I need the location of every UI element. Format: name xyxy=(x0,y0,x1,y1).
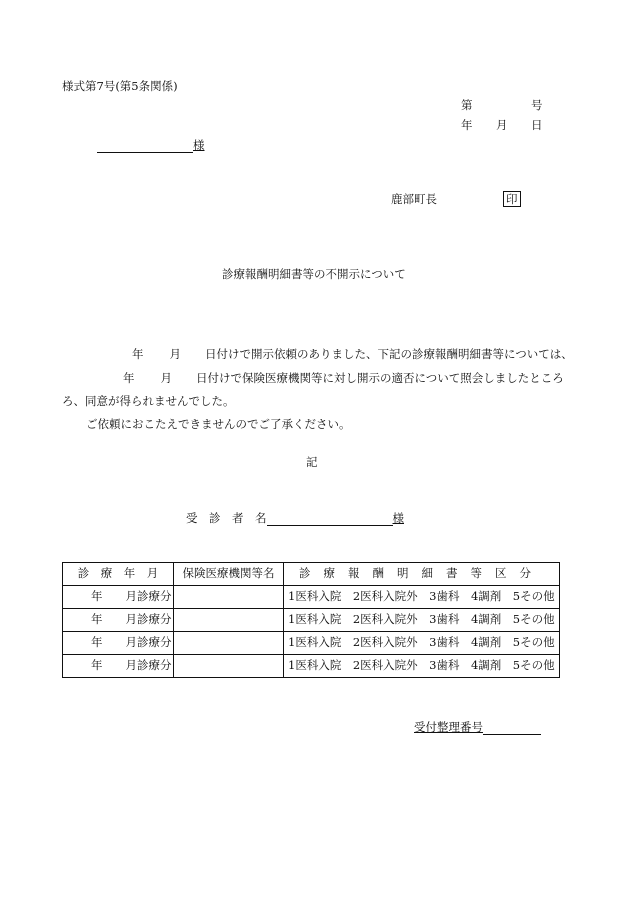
row-institution[interactable] xyxy=(174,586,284,609)
patient-name-suffix: 様 xyxy=(392,511,404,526)
header-category: 診療報酬明細書等区分 xyxy=(284,563,560,586)
row-category: 1医科入院 2医科入院外 3歯科 4調剤 5その他 xyxy=(284,609,560,632)
body-line3: ろ、同意が得られませんでした。 xyxy=(62,394,235,408)
body-line2-year: 年 xyxy=(123,371,135,385)
row-institution[interactable] xyxy=(174,632,284,655)
patient-name-label: 受 診 者 名 xyxy=(186,511,267,526)
table-header-row xyxy=(63,563,560,586)
row-category: 1医科入院 2医科入院外 3歯科 4調剤 5その他 xyxy=(284,632,560,655)
receipt-number-label: 受付整理番号 xyxy=(414,720,483,735)
addressee-suffix: 様 xyxy=(193,138,205,153)
row-period: 年 月診療分 xyxy=(63,609,174,632)
seal-mark xyxy=(503,191,521,207)
date-day: 日 xyxy=(531,118,543,132)
sender: 鹿部町長 xyxy=(391,192,437,206)
row-period: 年 月診療分 xyxy=(63,632,174,655)
document-title: 診療報酬明細書等の不開示について xyxy=(222,267,406,281)
row-period: 年 月診療分 xyxy=(63,586,174,609)
body-line1-text: 日付けで開示依頼のありました、下記の診療報酬明細書等については、 xyxy=(205,347,573,361)
body-line1 xyxy=(132,348,573,362)
seal-icon: 印 xyxy=(503,191,521,207)
body-line4: ご依頼におこたえできませんのでご了承ください。 xyxy=(86,417,351,431)
table-row xyxy=(63,609,560,632)
ki-heading: 記 xyxy=(306,455,318,469)
date-month: 月 xyxy=(496,118,508,132)
document-number-suffix: 号 xyxy=(531,98,543,112)
row-period: 年 月診療分 xyxy=(63,655,174,678)
row-category: 1医科入院 2医科入院外 3歯科 4調剤 5その他 xyxy=(284,586,560,609)
addressee xyxy=(97,138,205,153)
form-number: 様式第7号(第5条関係) xyxy=(62,79,178,93)
table-row xyxy=(63,586,560,609)
row-institution[interactable] xyxy=(174,655,284,678)
table-row xyxy=(63,655,560,678)
body-line1-year: 年 xyxy=(132,347,144,361)
receipt-number-blank xyxy=(483,720,541,735)
body-line2-text: 日付けで保険医療機関等に対し開示の適否について照会しましたところ xyxy=(196,371,564,385)
record-table xyxy=(62,562,560,678)
row-institution[interactable] xyxy=(174,609,284,632)
body-line1-month: 月 xyxy=(169,347,181,361)
header-institution: 保険医療機関等名 xyxy=(174,563,284,586)
addressee-blank xyxy=(97,138,193,153)
body-line2 xyxy=(123,372,564,386)
table-row xyxy=(63,632,560,655)
date-year: 年 xyxy=(461,118,473,132)
patient-name-blank xyxy=(267,511,393,526)
receipt-number-row xyxy=(414,720,541,735)
patient-name-row xyxy=(186,511,404,526)
document-number-prefix: 第 xyxy=(461,98,473,112)
row-category: 1医科入院 2医科入院外 3歯科 4調剤 5その他 xyxy=(284,655,560,678)
header-period: 診 療 年 月 xyxy=(63,563,174,586)
body-line2-month: 月 xyxy=(160,371,172,385)
